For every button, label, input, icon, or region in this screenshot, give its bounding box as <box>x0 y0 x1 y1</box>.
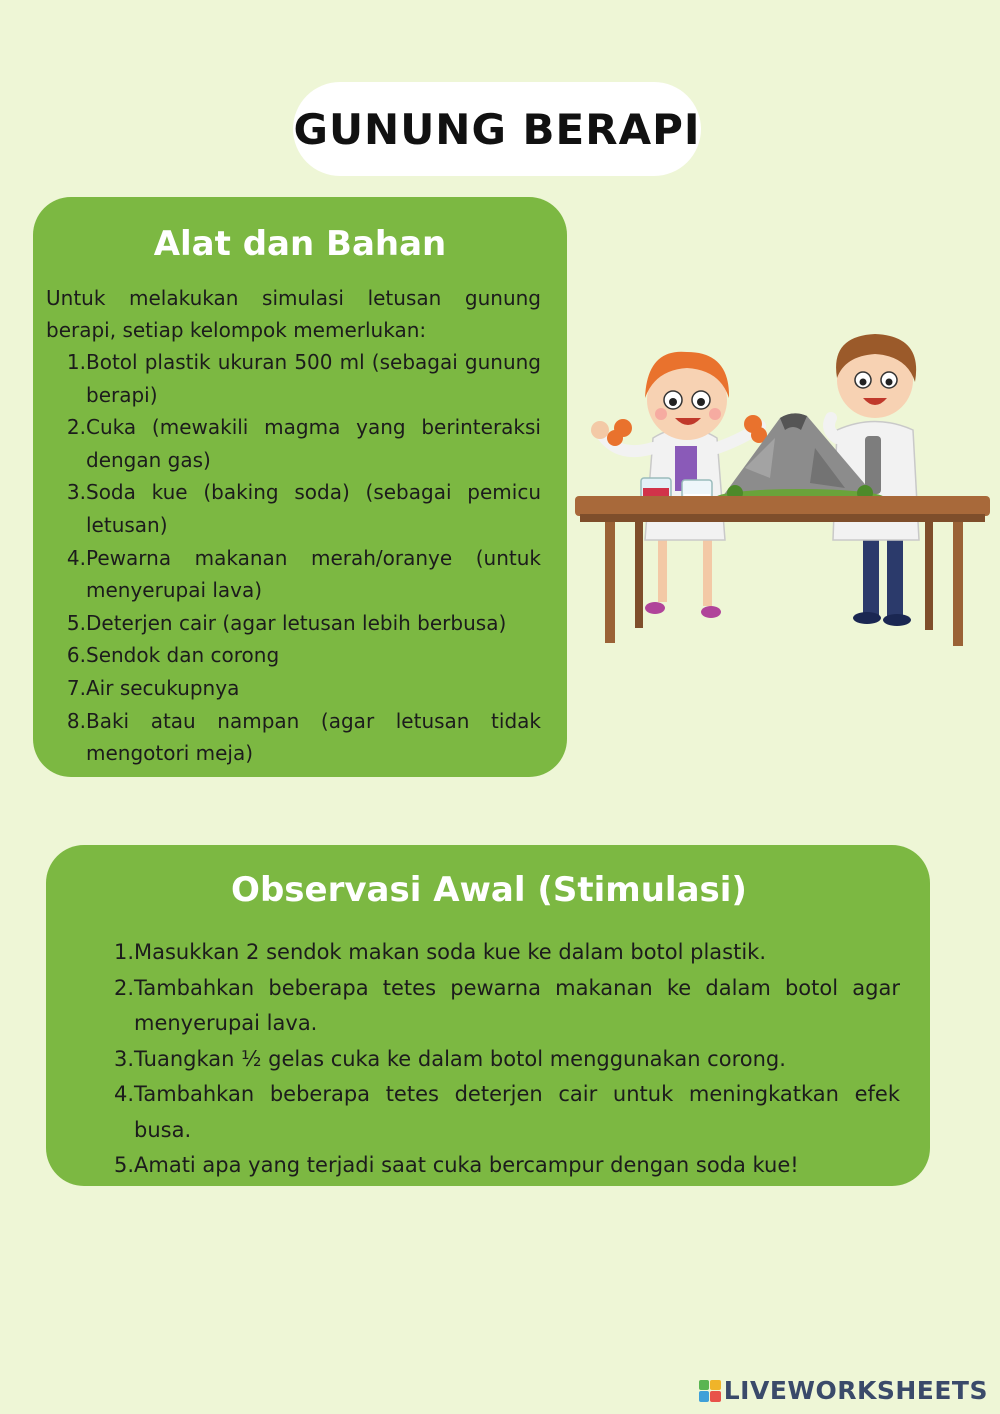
list-item: 5. Amati apa yang terjadi saat cuka bercampur dengan soda kue! <box>113 1153 799 1177</box>
brand-text: LIVEWORKSHEETS <box>723 1376 988 1405</box>
alat-bahan-heading: Alat dan Bahan <box>153 224 447 264</box>
list-item: 3. Tuangkan ½ gelas cuka ke dalam botol menggunakan corong. <box>113 1046 786 1071</box>
observasi-list <box>78 935 900 1184</box>
observasi-card <box>46 845 930 1186</box>
list-item: 2. Cuka (mewakili magma yang berinteraksi dengan gas) <box>66 415 541 472</box>
liveworksheets-logo-icon <box>699 1380 721 1402</box>
observasi-heading: Observasi Awal (Stimulasi) <box>231 870 747 910</box>
page-title: GUNUNG BERAPI <box>293 104 701 154</box>
list-item: 1. Botol plastik ukuran 500 ml (sebagai gunung berapi) <box>66 350 541 407</box>
list-item: 8. Baki atau nampan (agar letusan tidak mengotori meja) <box>66 708 541 766</box>
alat-bahan-card <box>33 197 567 777</box>
list-item: 5. Deterjen cair (agar letusan lebih berbusa) <box>66 610 507 635</box>
alat-bahan-intro: Untuk melakukan simulasi letusan gunung berapi, setiap kelompok memerlukan: <box>46 286 541 342</box>
liveworksheets-brand-link[interactable] <box>699 1376 988 1405</box>
list-item: 7. Air secukupnya <box>66 675 240 700</box>
list-item: 4. Tambahkan beberapa tetes deterjen cair untuk meningkatkan efek busa. <box>113 1082 900 1142</box>
alat-bahan-list <box>46 346 541 770</box>
list-item: 1. Masukkan 2 sendok makan soda kue ke dalam botol plastik. <box>113 940 767 964</box>
kids-volcano-experiment-illustration <box>575 318 990 653</box>
list-item: 4. Pewarna makanan merah/oranye (untuk menyerupai lava) <box>66 545 541 603</box>
list-item: 3. Soda kue (baking soda) (sebagai pemicu letusan) <box>66 480 541 537</box>
list-item: 2. Tambahkan beberapa tetes pewarna makanan ke dalam botol agar menyerupai lava. <box>113 975 900 1035</box>
list-item: 6. Sendok dan corong <box>66 643 280 668</box>
title-banner <box>293 82 701 176</box>
